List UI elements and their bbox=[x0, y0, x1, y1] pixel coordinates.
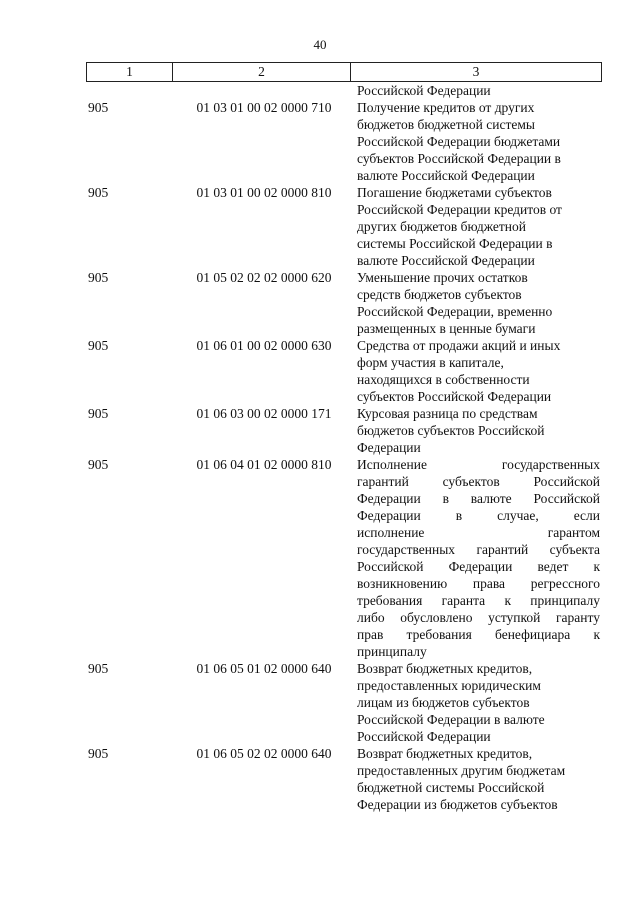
admin-code: 905 bbox=[88, 746, 109, 761]
table-row bbox=[0, 184, 640, 269]
description-line: принципалу bbox=[357, 644, 427, 659]
description bbox=[357, 99, 600, 184]
table-row bbox=[0, 405, 640, 456]
description-line: Возврат бюджетных кредитов, bbox=[357, 746, 533, 761]
description-line: государственных гарантий субъекта bbox=[357, 542, 600, 557]
table-row bbox=[0, 745, 640, 813]
header-col-2: 2 bbox=[173, 63, 351, 81]
description-line: валюте Российской Федерации bbox=[357, 168, 535, 183]
budget-code: 01 06 03 00 02 0000 171 bbox=[196, 406, 332, 421]
description-line: исполнение гарантом bbox=[357, 525, 600, 540]
description-line: возникновению права регрессного bbox=[357, 576, 600, 591]
admin-code: 905 bbox=[88, 100, 109, 115]
admin-code: 905 bbox=[88, 457, 109, 472]
budget-code: 01 05 02 02 02 0000 620 bbox=[196, 270, 332, 285]
admin-code: 905 bbox=[88, 270, 109, 285]
description-line: гарантий субъектов Российской bbox=[357, 474, 600, 489]
continuation-row bbox=[0, 82, 640, 99]
table-header bbox=[86, 62, 602, 82]
budget-code: 01 06 01 00 02 0000 630 bbox=[196, 338, 332, 353]
description-line: Российской Федерации bbox=[357, 83, 491, 98]
budget-code: 01 06 05 02 02 0000 640 bbox=[196, 746, 332, 761]
description-line: субъектов Российской Федерации в bbox=[357, 151, 561, 166]
description-line: Федерации в валюте Российской bbox=[357, 491, 600, 506]
table-row bbox=[0, 456, 640, 660]
description-line: бюджетов бюджетной системы bbox=[357, 117, 535, 132]
description-line: Российской Федерации в валюте bbox=[357, 712, 545, 727]
table-row bbox=[0, 269, 640, 337]
description-line: Уменьшение прочих остатков bbox=[357, 270, 528, 285]
description bbox=[357, 337, 600, 405]
description-line: Российской Федерации, временно bbox=[357, 304, 553, 319]
admin-code: 905 bbox=[88, 338, 109, 353]
table-body bbox=[0, 82, 640, 813]
budget-code: 01 03 01 00 02 0000 710 bbox=[196, 100, 332, 115]
description bbox=[357, 745, 600, 813]
description-line: субъектов Российской Федерации bbox=[357, 389, 552, 404]
description-line: Получение кредитов от других bbox=[357, 100, 535, 115]
description-line: Возврат бюджетных кредитов, bbox=[357, 661, 533, 676]
description-line: предоставленных другим бюджетам bbox=[357, 763, 566, 778]
description-line: размещенных в ценные бумаги bbox=[357, 321, 536, 336]
description-line: прав требования бенефициара к bbox=[357, 627, 600, 642]
description-line: бюджетов субъектов Российской bbox=[357, 423, 545, 438]
header-col-3: 3 bbox=[472, 64, 480, 79]
description-line: Исполнение государственных bbox=[357, 457, 600, 472]
admin-code: 905 bbox=[88, 661, 109, 676]
table-row bbox=[0, 337, 640, 405]
continuation-text bbox=[357, 82, 600, 99]
description-line: Российской Федерации bbox=[357, 729, 491, 744]
description bbox=[357, 269, 600, 337]
description-line: требования гаранта к принципалу bbox=[357, 593, 600, 608]
admin-code: 905 bbox=[88, 406, 109, 421]
description-line: Средства от продажи акций и иных bbox=[357, 338, 561, 353]
description-line: Федерации в случае, если bbox=[357, 508, 600, 523]
admin-code: 905 bbox=[88, 185, 109, 200]
description bbox=[357, 456, 600, 660]
description bbox=[357, 184, 600, 269]
description-line: находящихся в собственности bbox=[357, 372, 530, 387]
description-line: средств бюджетов субъектов bbox=[357, 287, 522, 302]
description-line: Российской Федерации кредитов от bbox=[357, 202, 562, 217]
description-line: предоставленных юридическим bbox=[357, 678, 541, 693]
budget-code: 01 03 01 00 02 0000 810 bbox=[196, 185, 332, 200]
description bbox=[357, 405, 600, 456]
description-line: либо обусловлено уступкой гаранту bbox=[357, 610, 600, 625]
budget-code: 01 06 04 01 02 0000 810 bbox=[196, 457, 332, 472]
table-row bbox=[0, 99, 640, 184]
header-col-1: 1 bbox=[87, 63, 173, 81]
table-row bbox=[0, 660, 640, 745]
description-line: системы Российской Федерации в bbox=[357, 236, 553, 251]
budget-code: 01 06 05 01 02 0000 640 bbox=[196, 661, 332, 676]
description bbox=[357, 660, 600, 745]
description-line: форм участия в капитале, bbox=[357, 355, 504, 370]
page-number: 40 bbox=[313, 37, 327, 52]
description-line: Российской Федерации бюджетами bbox=[357, 134, 561, 149]
description-line: бюджетной системы Российской bbox=[357, 780, 545, 795]
description-line: Российской Федерации ведет к bbox=[357, 559, 600, 574]
description-line: других бюджетов бюджетной bbox=[357, 219, 526, 234]
description-line: лицам из бюджетов субъектов bbox=[357, 695, 530, 710]
description-line: Погашение бюджетами субъектов bbox=[357, 185, 552, 200]
description-line: Курсовая разница по средствам bbox=[357, 406, 538, 421]
description-line: Федерации bbox=[357, 440, 421, 455]
description-line: валюте Российской Федерации bbox=[357, 253, 535, 268]
description-line: Федерации из бюджетов субъектов bbox=[357, 797, 558, 812]
